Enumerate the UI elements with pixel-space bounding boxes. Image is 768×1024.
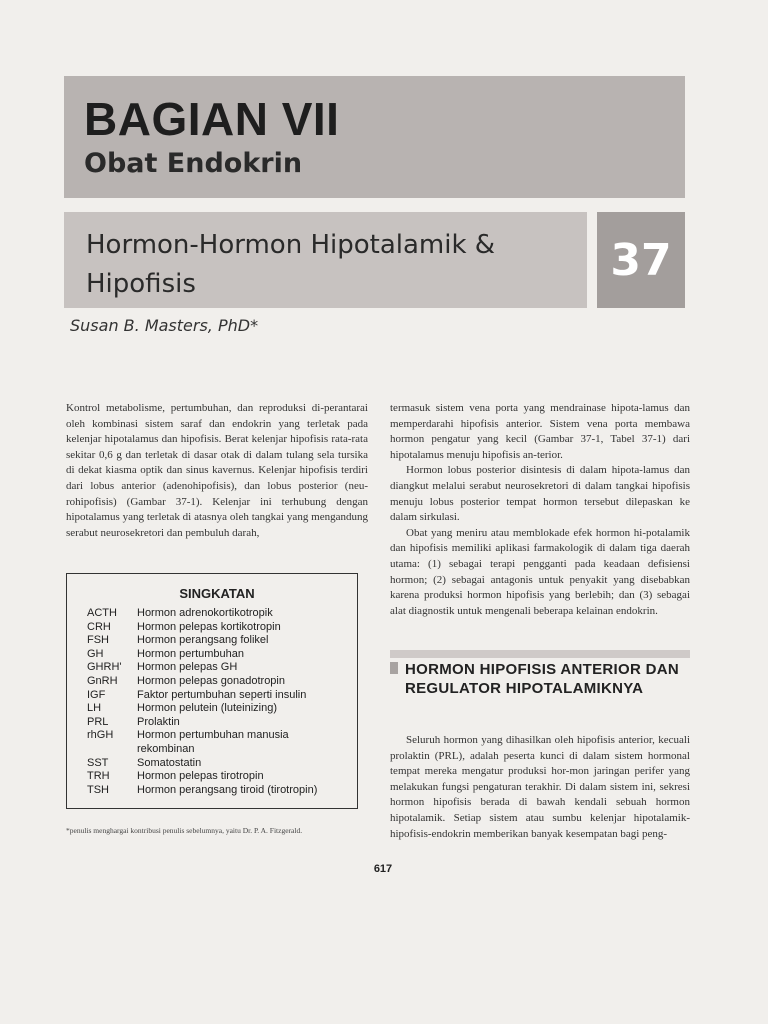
- chapter-number-box: [597, 212, 685, 308]
- abbreviation-definition: Hormon pelepas GH: [137, 661, 238, 674]
- abbreviations-title: SINGKATAN: [179, 586, 255, 601]
- author: Susan B. Masters, PhD*: [70, 316, 259, 335]
- abbreviation-row: [87, 784, 347, 798]
- abbreviation-code: TRH: [87, 770, 110, 783]
- intro-paragraph: Kontrol metabolisme, pertumbuhan, dan reproduksi di-perantarai oleh kombinasi sistem saraf dan endokrin yang terletak pada kelenjar hipotalamus dan hipofisis. Berat kelenjar hipofisis rata-rata sekitar 0,6 g dan terletak di dasar otak di dalam tulang sela tursika di dekat kiasma optik dan sinus kavernus. Kelenjar hipofisis terdiri dari lobus anterior (adenohipofisis), dan lobus posterior (neu-rohipofisis) (Gambar 37-1). Kelenjar ini terhubung dengan hipotalamus yang terletak di atasnya oleh tangkai yang mengandung serabut neurosekretori dan pembuluh darah,: [66, 402, 368, 539]
- abbreviation-code: IGF: [87, 688, 106, 701]
- intro-left-column: [66, 401, 368, 541]
- section-divider-bar: [390, 650, 690, 658]
- abbreviation-definition: Hormon pertumbuhan: [137, 647, 245, 660]
- abbreviation-definition: Hormon pelutein (luteinizing): [137, 702, 278, 715]
- abbreviation-code: GnRH: [87, 674, 118, 687]
- abbreviation-row: [87, 757, 347, 771]
- section-paragraph: Seluruh hormon yang dihasilkan oleh hipofisis anterior, kecuali prolaktin (PRL), adalah peserta kunci di dalam sistem hormonal tempat mereka mengatur produksi hor-mon jaringan perifer yang melakukan fungsi pengaturan terakhir. Di dalam sistem ini, sekresi hormon hipofisis berada di bawah kendali sebuah hormon hipotalamik. Setiap sistem atau sumbu kelenjar hipotalamik-hipofisis-endokrin memberikan banyak kesempatan bagi peng-: [390, 734, 690, 840]
- abbreviation-row: [87, 607, 347, 621]
- section-marker: [390, 662, 398, 674]
- abbreviation-definition: Somatostatin: [137, 756, 202, 769]
- abbreviation-code: PRL: [87, 715, 109, 728]
- abbreviation-definition: Hormon pelepas kortikotropin: [137, 620, 281, 633]
- abbreviation-row: [87, 648, 347, 662]
- abbreviation-definition: Prolaktin: [137, 715, 180, 728]
- abbreviation-row: [87, 716, 347, 730]
- abbreviation-definition: Faktor pertumbuhan seperti insulin: [137, 688, 307, 701]
- abbreviations-box: [66, 573, 358, 809]
- part-subtitle: Obat Endokrin: [84, 148, 303, 179]
- section-heading: HORMON HIPOFISIS ANTERIOR DAN REGULATOR HIPOTALAMIKNYA: [405, 661, 679, 697]
- abbreviation-definition: Hormon pelepas gonadotropin: [137, 674, 285, 687]
- abbreviation-code: SST: [87, 756, 109, 769]
- abbreviation-row: [87, 634, 347, 648]
- abbreviation-code: TSH: [87, 783, 109, 796]
- abbreviation-code: FSH: [87, 634, 109, 647]
- footnote: *penulis menghargai kontribusi penulis sebelumnya, yaitu Dr. P. A. Fitzgerald.: [66, 826, 303, 835]
- chapter-number: 37: [610, 234, 672, 286]
- abbreviation-row: [87, 702, 347, 716]
- abbreviation-row: [87, 675, 347, 689]
- abbreviation-code: GHRH': [87, 661, 122, 674]
- abbreviation-code: rhGH: [87, 729, 114, 742]
- chapter-title: Hormon-Hormon Hipotalamik & Hipofisis: [86, 230, 496, 299]
- body-paragraph: Obat yang meniru atau memblokade efek hormon hi-potalamik dan hipofisis memiliki aplikasi farmakologik di dalam tiga daerah utama: (1) sebagai terapi pengganti pada keadaan defisiensi hormon; (2) sebagai antagonis untuk penyakit yang disebabkan karena produksi hormon hipofisis yang berlebih; dan (3) sebagai alat diagnostik untuk mengenali beberapa kelainan endokrin.: [390, 526, 690, 617]
- section-body: [390, 733, 690, 842]
- body-paragraph: termasuk sistem vena porta yang mendrainase hipota-lamus dan memperdarahi hipofisis anterior. Sistem vena porta membawa hormon pengatur yang kecil (Gambar 37-1, Tabel 37-1) dari hipotalamus menuju hipofisis an-terior.: [390, 402, 690, 461]
- abbreviation-code: LH: [87, 702, 102, 715]
- abbreviation-code: GH: [87, 647, 104, 660]
- body-paragraph: Hormon lobus posterior disintesis di dalam hipota-lamus dan diangkut melalui serabut neurosekretori di dalam tangkai hipofisis menuju lobus posterior tempat hormon tersebut dilepaskan ke dalam sirkulasi.: [390, 464, 690, 524]
- intro-right-column: [390, 401, 690, 619]
- page-number: 617: [373, 863, 393, 875]
- abbreviation-row: [87, 661, 347, 675]
- abbreviation-definition: Hormon pertumbuhan manusia rekombinan: [137, 729, 289, 755]
- part-title: BAGIAN VII: [84, 93, 340, 145]
- abbreviation-row: [87, 621, 347, 635]
- abbreviation-row: [87, 770, 347, 784]
- abbreviation-code: ACTH: [87, 607, 117, 619]
- abbreviation-definition: Hormon perangsang tiroid (tirotropin): [137, 783, 318, 796]
- abbreviation-definition: Hormon adrenokortikotropik: [137, 607, 273, 619]
- abbreviation-definition: Hormon perangsang folikel: [137, 634, 269, 647]
- abbreviation-row: [87, 689, 347, 703]
- abbreviation-code: CRH: [87, 620, 111, 633]
- abbreviation-definition: Hormon pelepas tirotropin: [137, 770, 264, 783]
- abbreviation-row: [87, 729, 347, 756]
